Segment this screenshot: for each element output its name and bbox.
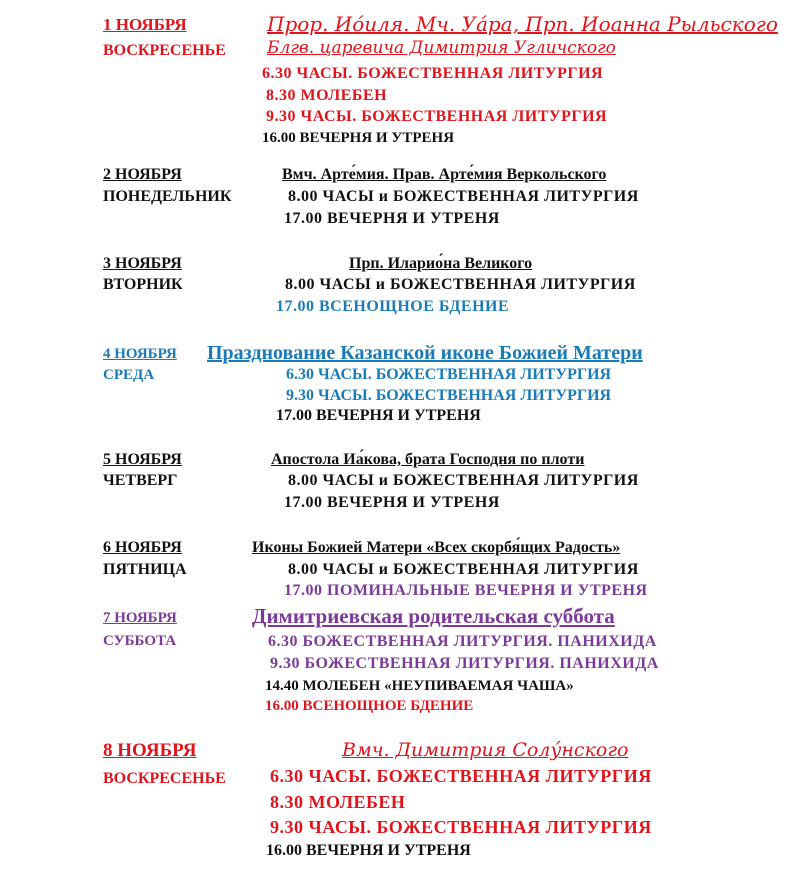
service-line: 16.00 ВСЕНОЩНОЕ БДЕНИЕ: [265, 698, 474, 714]
date-label: 6 НОЯБРЯ: [103, 539, 182, 556]
weekday-label: ПОНЕДЕЛЬНИК: [103, 188, 232, 205]
weekday-label: ВТОРНИК: [103, 276, 183, 293]
service-line: 8.00 ЧАСЫ и БОЖЕСТВЕННАЯ ЛИТУРГИЯ: [288, 188, 639, 205]
service-line: 17.00 ВЕЧЕРНЯ И УТРЕНЯ: [284, 494, 500, 511]
feast-title: Апостола Иа́кова, брата Господня по плоти: [271, 451, 585, 468]
feast-title: Празднование Казанской иконе Божией Матери: [207, 342, 643, 364]
service-line: 8.00 ЧАСЫ и БОЖЕСТВЕННАЯ ЛИТУРГИЯ: [288, 472, 639, 489]
service-line: 17.00 ПОМИНАЛЬНЫЕ ВЕЧЕРНЯ И УТРЕНЯ: [284, 582, 648, 599]
weekday-label: ПЯТНИЦА: [103, 561, 187, 578]
service-line: 8.00 ЧАСЫ и БОЖЕСТВЕННАЯ ЛИТУРГИЯ: [285, 276, 636, 293]
service-line: 8.30 МОЛЕБЕН: [270, 792, 406, 812]
service-line: 9.30 ЧАСЫ. БОЖЕСТВЕННАЯ ЛИТУРГИЯ: [270, 817, 652, 837]
feast-title: Вмч. Димитрия Солу́нского: [342, 739, 629, 761]
feast-title: Димитриевская родительская суббота: [252, 604, 615, 628]
service-line: 8.30 МОЛЕБЕН: [266, 87, 388, 104]
feast-title: Блгв. царевича Димитрия Угличского: [267, 38, 616, 58]
date-label: 7 НОЯБРЯ: [103, 610, 177, 626]
feast-title: Иконы Божией Матери «Всех скорбя́щих Радость»: [252, 539, 621, 556]
service-line: 9.30 БОЖЕСТВЕННАЯ ЛИТУРГИЯ. ПАНИХИДА: [270, 655, 659, 672]
date-label: 5 НОЯБРЯ: [103, 451, 182, 468]
weekday-label: ВОСКРЕСЕНЬЕ: [103, 770, 226, 787]
date-label: 1 НОЯБРЯ: [103, 15, 187, 34]
service-line: 9.30 ЧАСЫ. БОЖЕСТВЕННАЯ ЛИТУРГИЯ: [266, 108, 608, 125]
service-line: 17.00 ВСЕНОЩНОЕ БДЕНИЕ: [276, 298, 510, 315]
date-label: 2 НОЯБРЯ: [103, 166, 182, 183]
service-line: 8.00 ЧАСЫ и БОЖЕСТВЕННАЯ ЛИТУРГИЯ: [288, 561, 639, 578]
service-line: 6.30 ЧАСЫ. БОЖЕСТВЕННАЯ ЛИТУРГИЯ: [262, 65, 604, 82]
service-line: 16.00 ВЕЧЕРНЯ И УТРЕНЯ: [266, 842, 471, 859]
feast-title: Прор. Ио́иля. Мч. Уа́ра, Прп. Иоанна Рыльского: [267, 12, 778, 36]
date-label: 8 НОЯБРЯ: [103, 740, 197, 761]
service-line: 17.00 ВЕЧЕРНЯ И УТРЕНЯ: [284, 210, 500, 227]
weekday-label: СРЕДА: [103, 367, 155, 383]
feast-title: Вмч. Арте́мия. Прав. Арте́мия Веркольского: [282, 166, 607, 183]
service-line: 17.00 ВЕЧЕРНЯ И УТРЕНЯ: [276, 407, 481, 424]
weekday-label: ЧЕТВЕРГ: [103, 472, 178, 489]
service-line: 6.30 БОЖЕСТВЕННАЯ ЛИТУРГИЯ. ПАНИХИДА: [268, 633, 657, 650]
weekday-label: ВОСКРЕСЕНЬЕ: [103, 42, 226, 59]
feast-title: Прп. Иларио́на Великого: [349, 255, 533, 272]
service-line: 14.40 МОЛЕБЕН «НЕУПИВАЕМАЯ ЧАША»: [265, 678, 574, 694]
service-line: 16.00 ВЕЧЕРНЯ И УТРЕНЯ: [262, 130, 455, 146]
service-line: 6.30 ЧАСЫ. БОЖЕСТВЕННАЯ ЛИТУРГИЯ: [286, 366, 612, 383]
date-label: 3 НОЯБРЯ: [103, 255, 182, 272]
date-label: 4 НОЯБРЯ: [103, 346, 177, 362]
service-line: 6.30 ЧАСЫ. БОЖЕСТВЕННАЯ ЛИТУРГИЯ: [270, 766, 652, 786]
weekday-label: СУББОТА: [103, 633, 177, 649]
service-line: 9.30 ЧАСЫ. БОЖЕСТВЕННАЯ ЛИТУРГИЯ: [286, 387, 612, 404]
